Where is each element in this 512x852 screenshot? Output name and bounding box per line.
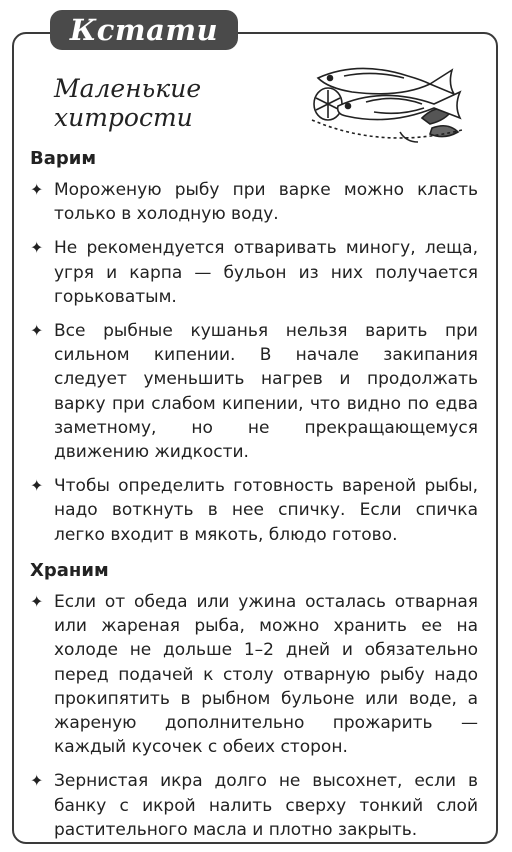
store-tips-list [30, 590, 478, 852]
boil-tips-list [30, 178, 478, 557]
four-point-star-icon: ✦ [30, 321, 44, 341]
fish-illustration [304, 60, 480, 144]
four-point-star-icon: ✦ [30, 180, 44, 199]
badge-tab: Кстати [50, 10, 238, 50]
section-heading-boil: Варим [30, 148, 97, 169]
four-point-star-icon: ✦ [30, 238, 44, 258]
list-item: ✦ Мороженую рыбу при варке можно класть только в холодную воду. [30, 180, 478, 225]
four-point-star-icon: ✦ [30, 771, 44, 791]
list-item: ✦ Если от обеда или ужина осталась отварная или жареная рыба, можно хранить ее на холоде не дольше 1–2 дней и обязательно перед подачей к столу отварную рыбу надо прокипятить в рыбном бульоне или воде, а жареную дополнительно прожарить — каждый кусочек с обеих сторон. [30, 592, 478, 758]
title-line-2: хитрости [54, 103, 193, 132]
list-item: ✦ Чтобы определить готовность вареной рыбы, надо воткнуть в нее спичку. Если спичка легко входит в мякоть, блюдо готово. [30, 476, 478, 545]
list-item: ✦ Не рекомендуется отваривать миногу, леща, угря и карпа — бульон из них получается горьковатым. [30, 238, 478, 307]
title-line-1: Маленькие [54, 74, 202, 103]
four-point-star-icon: ✦ [30, 476, 44, 496]
list-item: ✦ Зернистая икра долго не высохнет, если в банку с икрой налить сверху тонкий слой растительного масла и плотно закрыть. [30, 771, 478, 840]
section-heading-store: Храним [30, 560, 109, 581]
list-item: ✦ Все рыбные кушанья нельзя варить при сильном кипении. В начале закипания следует уменьшить нагрев и продолжать варку при слабом кипении, что видно по едва заметному, но не прекращающемуся движению жидкости. [30, 321, 478, 463]
card-title [54, 74, 294, 132]
four-point-star-icon: ✦ [30, 592, 44, 611]
